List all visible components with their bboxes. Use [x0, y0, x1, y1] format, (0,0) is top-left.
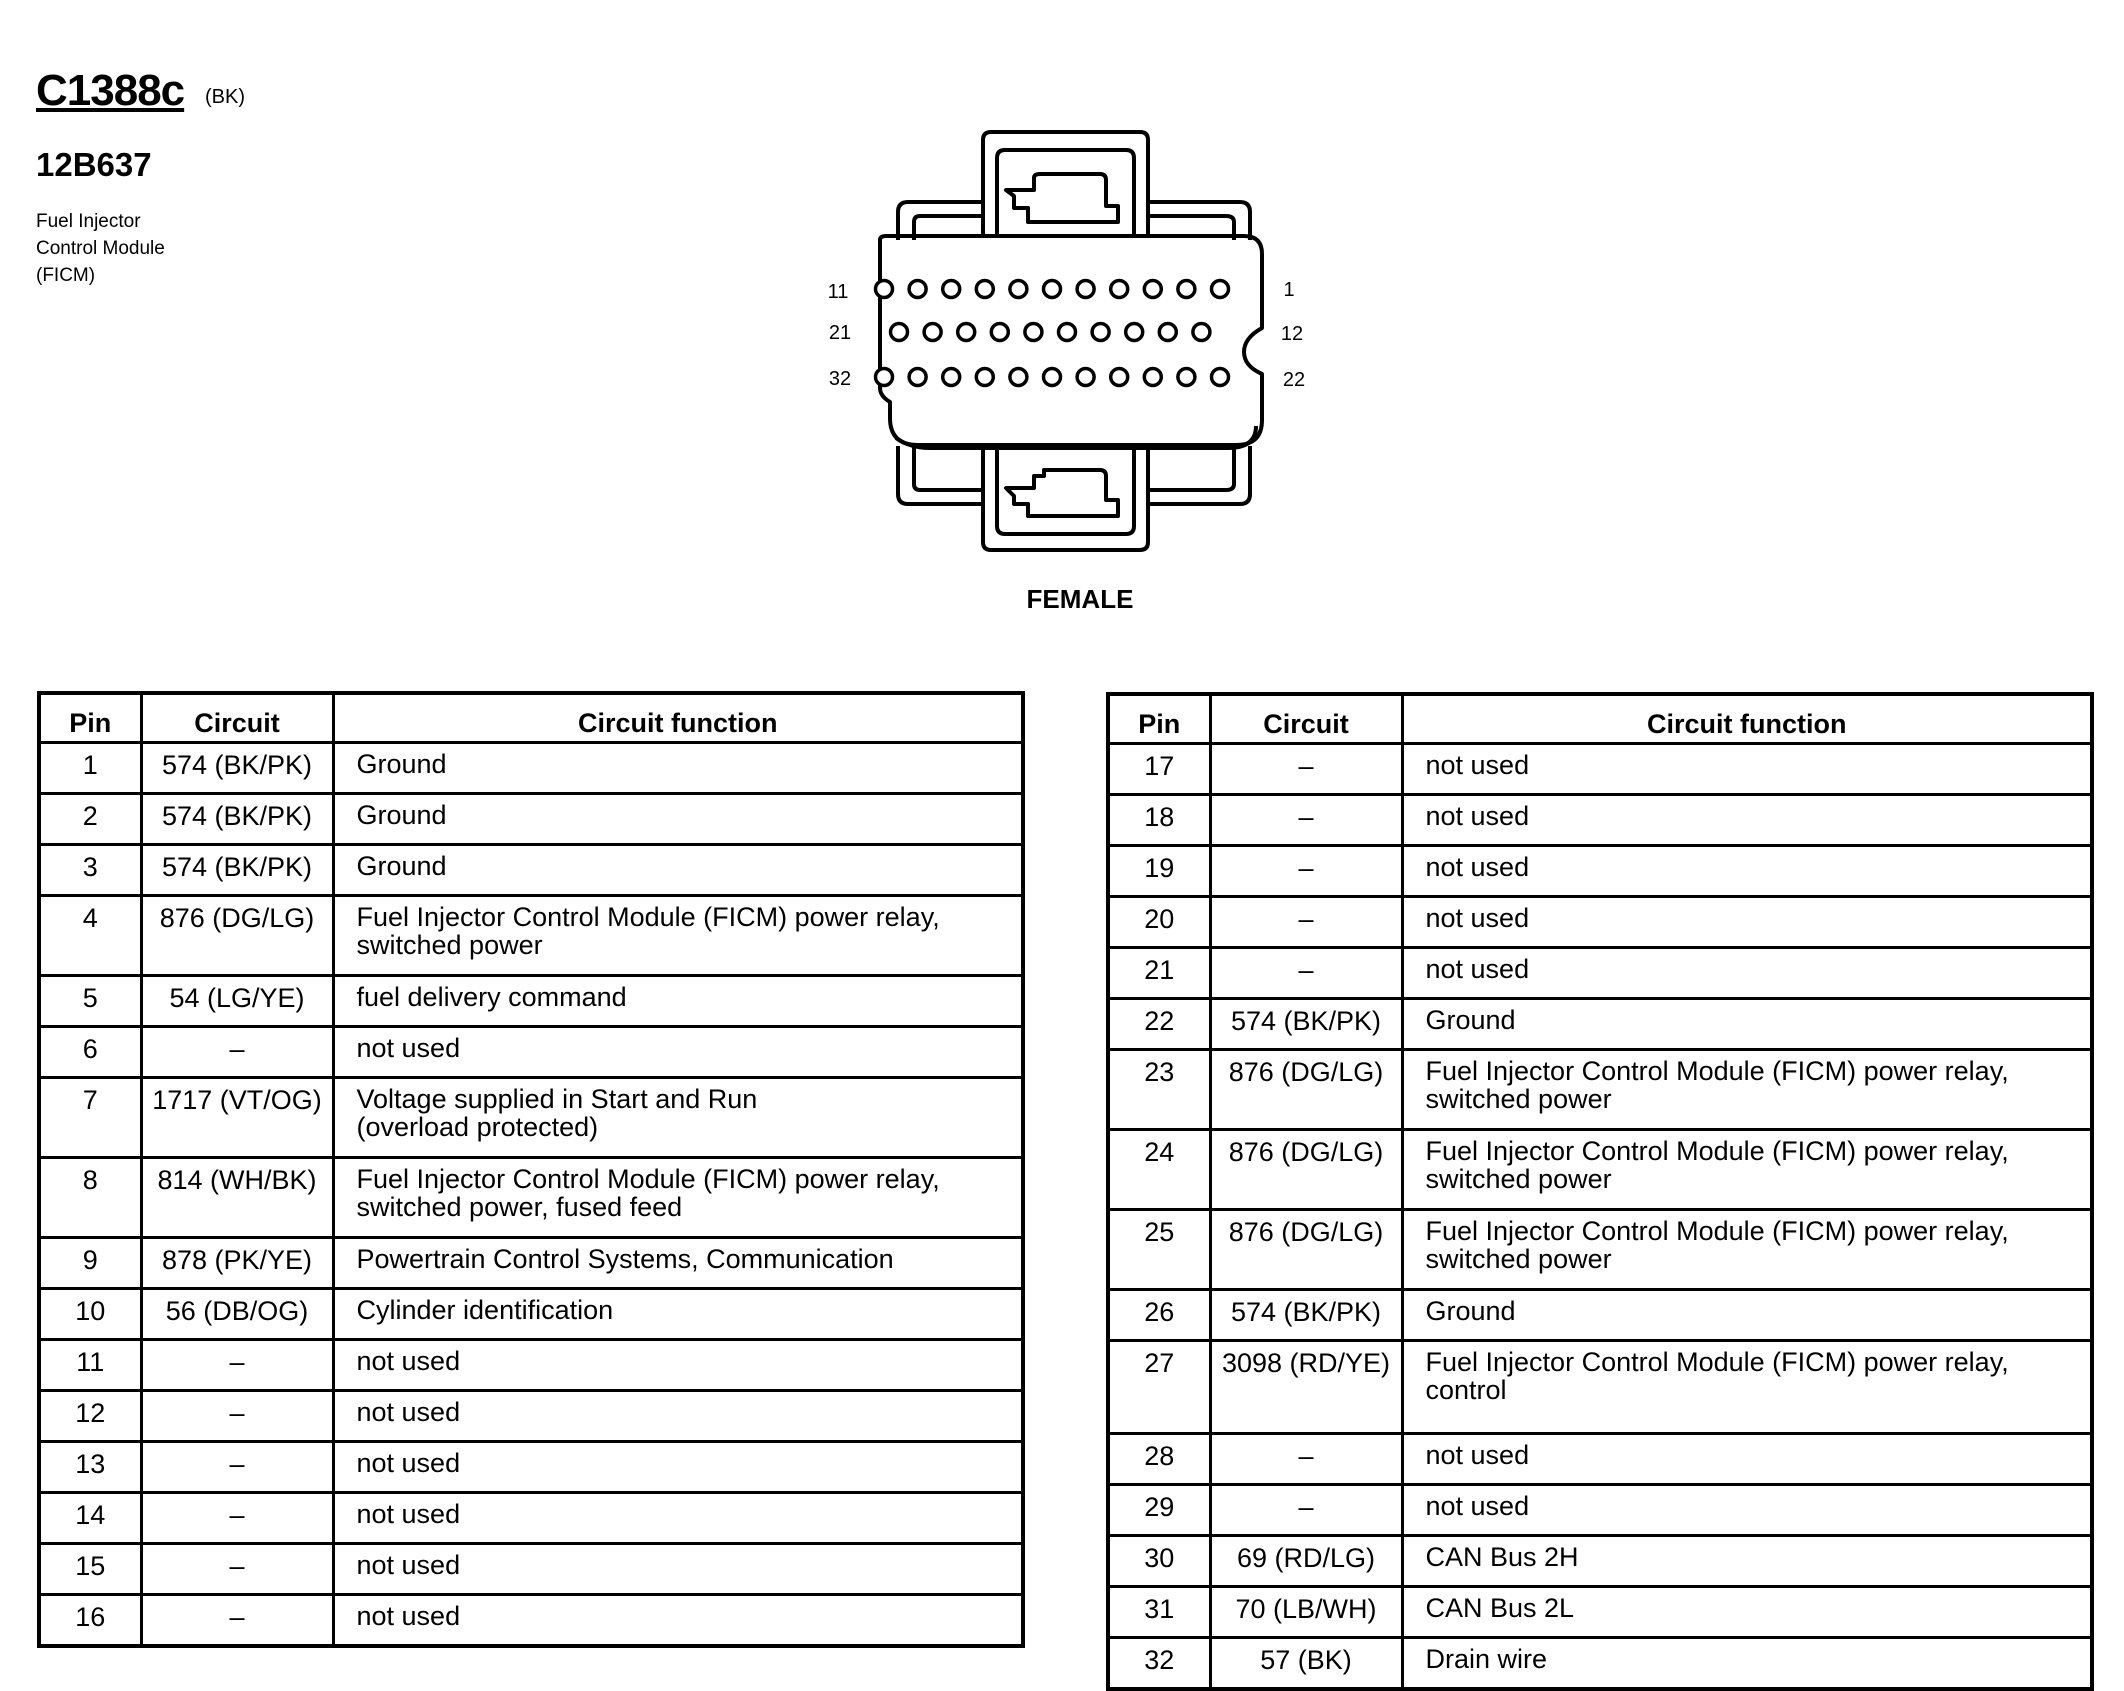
pin-socket: [1010, 369, 1027, 386]
function-line: Cylinder identification: [356, 1295, 614, 1325]
pin-number: 21: [1108, 948, 1210, 999]
pin-socket: [1077, 281, 1094, 298]
circuit-function: [333, 1340, 1023, 1391]
circuit-id: 574 (BK/PK): [141, 845, 333, 896]
circuit-function: [333, 743, 1023, 794]
pin-socket: [1025, 324, 1042, 341]
function-line: Ground: [356, 851, 447, 881]
pin-socket: [1144, 369, 1161, 386]
circuit-function: [333, 1595, 1023, 1647]
function-line: CAN Bus 2L: [1425, 1593, 1575, 1623]
bottom-latch-inner: [997, 450, 1134, 534]
table-row: [1108, 999, 2092, 1050]
circuit-id: –: [141, 1442, 333, 1493]
circuit-function: [1402, 1638, 2092, 1690]
pin-socket: [1010, 281, 1027, 298]
circuit-id: 56 (DB/OG): [141, 1289, 333, 1340]
component-name-line: (FICM): [36, 265, 96, 286]
pin-socket: [1178, 281, 1195, 298]
table-row: [1108, 1341, 2092, 1434]
lower-rail-inner: [1148, 446, 1234, 490]
pin-number: 26: [1108, 1290, 1210, 1341]
bottom-latch-clip: [1006, 470, 1118, 516]
pin-number: 1: [39, 743, 141, 794]
function-line: [1426, 1404, 2081, 1432]
circuit-id: –: [141, 1544, 333, 1595]
circuit-id: 57 (BK): [1210, 1638, 1402, 1690]
pin-socket: [909, 281, 926, 298]
function-line: Fuel Injector Control Module (FICM) power relay,: [356, 902, 940, 932]
circuit-id: 876 (DG/LG): [1210, 1130, 1402, 1210]
pin-table-left: [37, 691, 1025, 1648]
function-line: not used: [356, 1550, 461, 1580]
table-row: [1108, 1050, 2092, 1130]
function-line: switched power, fused feed: [356, 1192, 683, 1222]
function-line: not used: [1425, 750, 1530, 780]
function-line: Fuel Injector Control Module (FICM) power relay,: [1425, 1056, 2009, 1086]
function-line: not used: [356, 1033, 461, 1063]
circuit-id: 3098 (RD/YE): [1210, 1341, 1402, 1434]
circuit-function: [1402, 1587, 2092, 1638]
circuit-id: –: [141, 1340, 333, 1391]
circuit-function: [333, 1493, 1023, 1544]
circuit-function: [1402, 846, 2092, 897]
circuit-id: –: [141, 1391, 333, 1442]
component-name-line: Control Module: [36, 238, 165, 259]
function-line: not used: [356, 1499, 461, 1529]
pin-socket: [1092, 324, 1109, 341]
table-row: [39, 1027, 1023, 1078]
pin-socket: [924, 324, 941, 341]
lower-rail-inner: [914, 446, 983, 490]
circuit-id: 574 (BK/PK): [1210, 999, 1402, 1050]
function-line: Fuel Injector Control Module (FICM) power relay,: [1425, 1136, 2009, 1166]
circuit-id: 876 (DG/LG): [1210, 1050, 1402, 1130]
function-line: switched power: [1425, 1244, 1612, 1274]
pin-number: 20: [1108, 897, 1210, 948]
function-line: switched power: [356, 930, 543, 960]
circuit-function: [333, 794, 1023, 845]
circuit-function: [1402, 1485, 2092, 1536]
header-circuit: Circuit: [141, 693, 333, 743]
pin-number: 23: [1108, 1050, 1210, 1130]
circuit-id: 69 (RD/LG): [1210, 1536, 1402, 1587]
table-row: [39, 1158, 1023, 1238]
pin-socket: [1044, 369, 1061, 386]
header-pin: Pin: [1108, 694, 1210, 744]
part-number: 12B637: [36, 146, 152, 183]
table-row: [39, 743, 1023, 794]
circuit-id: –: [1210, 1434, 1402, 1485]
pin-socket: [1111, 281, 1128, 298]
function-line: CAN Bus 2H: [1425, 1542, 1579, 1572]
circuit-id: 876 (DG/LG): [141, 896, 333, 976]
function-line: switched power: [1425, 1164, 1612, 1194]
function-line: Fuel Injector Control Module (FICM) power relay, control: [1425, 1347, 2009, 1405]
circuit-function: [1402, 948, 2092, 999]
connector-color: (BK): [205, 86, 245, 108]
connector-face-diagram: [0, 0, 2124, 620]
pin-socket: [958, 324, 975, 341]
circuit-id: –: [141, 1493, 333, 1544]
header-pin: Pin: [39, 693, 141, 743]
function-line: Drain wire: [1425, 1644, 1548, 1674]
function-line: not used: [1425, 801, 1530, 831]
pin-number: 16: [39, 1595, 141, 1647]
function-line: Voltage supplied in Start and Run: [356, 1084, 758, 1114]
pin-socket: [891, 324, 908, 341]
table-row: [39, 1493, 1023, 1544]
function-line: Fuel Injector Control Module (FICM) power relay,: [356, 1164, 940, 1194]
table-row: [39, 1238, 1023, 1289]
circuit-id: –: [1210, 744, 1402, 795]
pin-number: 22: [1108, 999, 1210, 1050]
pin-number: 27: [1108, 1341, 1210, 1434]
function-line: not used: [1425, 954, 1530, 984]
circuit-id: –: [1210, 948, 1402, 999]
lower-rail: [898, 446, 983, 504]
circuit-id: 574 (BK/PK): [1210, 1290, 1402, 1341]
function-line: not used: [356, 1397, 461, 1427]
pin-number: 7: [39, 1078, 141, 1158]
pin-number: 29: [1108, 1485, 1210, 1536]
table-row: [39, 1289, 1023, 1340]
table-row: [1108, 1434, 2092, 1485]
table-row: [1108, 1638, 2092, 1690]
pin-socket: [1077, 369, 1094, 386]
pin-socket: [876, 281, 893, 298]
table-row: [1108, 1587, 2092, 1638]
circuit-function: [333, 1158, 1023, 1238]
table-row: [39, 845, 1023, 896]
circuit-id: –: [1210, 897, 1402, 948]
table-row: [1108, 1485, 2092, 1536]
table-row: [1108, 744, 2092, 795]
function-line: Ground: [1425, 1005, 1516, 1035]
circuit-function: [333, 1544, 1023, 1595]
pin-number: 30: [1108, 1536, 1210, 1587]
table-row: [39, 1595, 1023, 1647]
pin-number: 28: [1108, 1434, 1210, 1485]
pin-number: 2: [39, 794, 141, 845]
function-line: not used: [1425, 852, 1530, 882]
circuit-function: [1402, 1130, 2092, 1210]
function-line: Fuel Injector Control Module (FICM) power relay,: [1425, 1216, 2009, 1246]
circuit-id: –: [141, 1595, 333, 1647]
circuit-function: [1402, 795, 2092, 846]
pin-number: 24: [1108, 1130, 1210, 1210]
table-row: [1108, 948, 2092, 999]
table-row: [1108, 795, 2092, 846]
pin-socket: [1212, 281, 1229, 298]
pin-number: 32: [1108, 1638, 1210, 1690]
circuit-function: [333, 845, 1023, 896]
table-row: [39, 1340, 1023, 1391]
pin-socket: [1178, 369, 1195, 386]
table-row: [1108, 1290, 2092, 1341]
function-line: not used: [356, 1346, 461, 1376]
pin-socket: [909, 369, 926, 386]
component-name-line: Fuel Injector: [36, 211, 141, 232]
pin-number: 14: [39, 1493, 141, 1544]
circuit-function: [1402, 897, 2092, 948]
pin-socket: [1044, 281, 1061, 298]
function-line: Powertrain Control Systems, Communication: [356, 1244, 894, 1274]
row-label-left: 11: [827, 281, 849, 303]
header-circuit: Circuit: [1210, 694, 1402, 744]
pin-number: 31: [1108, 1587, 1210, 1638]
circuit-id: 814 (WH/BK): [141, 1158, 333, 1238]
circuit-id: 876 (DG/LG): [1210, 1210, 1402, 1290]
pin-socket: [1144, 281, 1161, 298]
pin-number: 10: [39, 1289, 141, 1340]
circuit-function: [1402, 1341, 2092, 1434]
circuit-id: 574 (BK/PK): [141, 743, 333, 794]
pin-table-right: [1106, 692, 2094, 1691]
pin-number: 11: [39, 1340, 141, 1391]
circuit-id: 54 (LG/YE): [141, 976, 333, 1027]
table-row: [1108, 1536, 2092, 1587]
pin-number: 3: [39, 845, 141, 896]
circuit-id: –: [1210, 1485, 1402, 1536]
function-line: not used: [356, 1601, 461, 1631]
circuit-function: [333, 1027, 1023, 1078]
circuit-id: –: [1210, 795, 1402, 846]
function-line: not used: [356, 1448, 461, 1478]
circuit-function: [1402, 999, 2092, 1050]
row-label-left: 32: [828, 368, 852, 390]
circuit-function: [1402, 1536, 2092, 1587]
row-label-right: 1: [1283, 279, 1295, 301]
table-row: [39, 1442, 1023, 1493]
function-line: not used: [1425, 903, 1530, 933]
pin-number: 13: [39, 1442, 141, 1493]
pin-number: 25: [1108, 1210, 1210, 1290]
table-row: [39, 976, 1023, 1027]
header-function: Circuit function: [333, 693, 1023, 743]
pin-number: 8: [39, 1158, 141, 1238]
header-function: Circuit function: [1402, 694, 2092, 744]
pin-number: 4: [39, 896, 141, 976]
pin-socket: [943, 281, 960, 298]
table-row: [1108, 846, 2092, 897]
table-row: [39, 794, 1023, 845]
view-label: FEMALE: [1026, 584, 1134, 614]
pin-socket: [976, 281, 993, 298]
circuit-id: –: [141, 1027, 333, 1078]
circuit-function: [333, 1078, 1023, 1158]
pin-number: 12: [39, 1391, 141, 1442]
row-label-right: 22: [1282, 369, 1306, 391]
circuit-id: 878 (PK/YE): [141, 1238, 333, 1289]
pin-socket: [876, 369, 893, 386]
pin-number: 17: [1108, 744, 1210, 795]
pin-socket: [1212, 369, 1229, 386]
pin-socket: [1111, 369, 1128, 386]
pin-number: 18: [1108, 795, 1210, 846]
circuit-function: [333, 976, 1023, 1027]
pin-socket: [976, 369, 993, 386]
pin-number: 19: [1108, 846, 1210, 897]
table-row: [39, 1078, 1023, 1158]
pin-number: 15: [39, 1544, 141, 1595]
pin-socket: [1059, 324, 1076, 341]
table-row: [1108, 897, 2092, 948]
pin-socket: [943, 369, 960, 386]
function-line: not used: [1425, 1491, 1530, 1521]
circuit-function: [333, 1391, 1023, 1442]
circuit-function: [1402, 1210, 2092, 1290]
circuit-function: [333, 1289, 1023, 1340]
table-row: [39, 1544, 1023, 1595]
table-row: [1108, 1130, 2092, 1210]
circuit-id: 574 (BK/PK): [141, 794, 333, 845]
table-row: [1108, 1210, 2092, 1290]
circuit-function: [333, 1442, 1023, 1493]
table-row: [39, 896, 1023, 976]
function-line: fuel delivery command: [356, 982, 627, 1012]
pin-number: 9: [39, 1238, 141, 1289]
circuit-function: [1402, 1434, 2092, 1485]
pin-number: 5: [39, 976, 141, 1027]
row-label-right: 12: [1280, 323, 1304, 345]
circuit-function: [333, 1238, 1023, 1289]
function-line: not used: [1425, 1440, 1530, 1470]
function-line: (overload protected): [356, 1112, 599, 1142]
row-label-left: 21: [828, 322, 852, 344]
table-row: [39, 1391, 1023, 1442]
circuit-id: 1717 (VT/OG): [141, 1078, 333, 1158]
pin-number: 6: [39, 1027, 141, 1078]
function-line: switched power: [1425, 1084, 1612, 1114]
circuit-function: [1402, 744, 2092, 795]
pin-socket: [1126, 324, 1143, 341]
circuit-function: [1402, 1290, 2092, 1341]
function-line: Ground: [356, 800, 447, 830]
function-line: Ground: [356, 749, 447, 779]
top-latch-clip: [1006, 174, 1118, 222]
circuit-function: [1402, 1050, 2092, 1130]
pin-socket: [991, 324, 1008, 341]
pin-socket: [1193, 324, 1210, 341]
circuit-id: –: [1210, 846, 1402, 897]
circuit-id: 70 (LB/WH): [1210, 1587, 1402, 1638]
circuit-function: [333, 896, 1023, 976]
connector-id: C1388c: [36, 66, 185, 115]
function-line: Ground: [1425, 1296, 1516, 1326]
pin-socket: [1159, 324, 1176, 341]
